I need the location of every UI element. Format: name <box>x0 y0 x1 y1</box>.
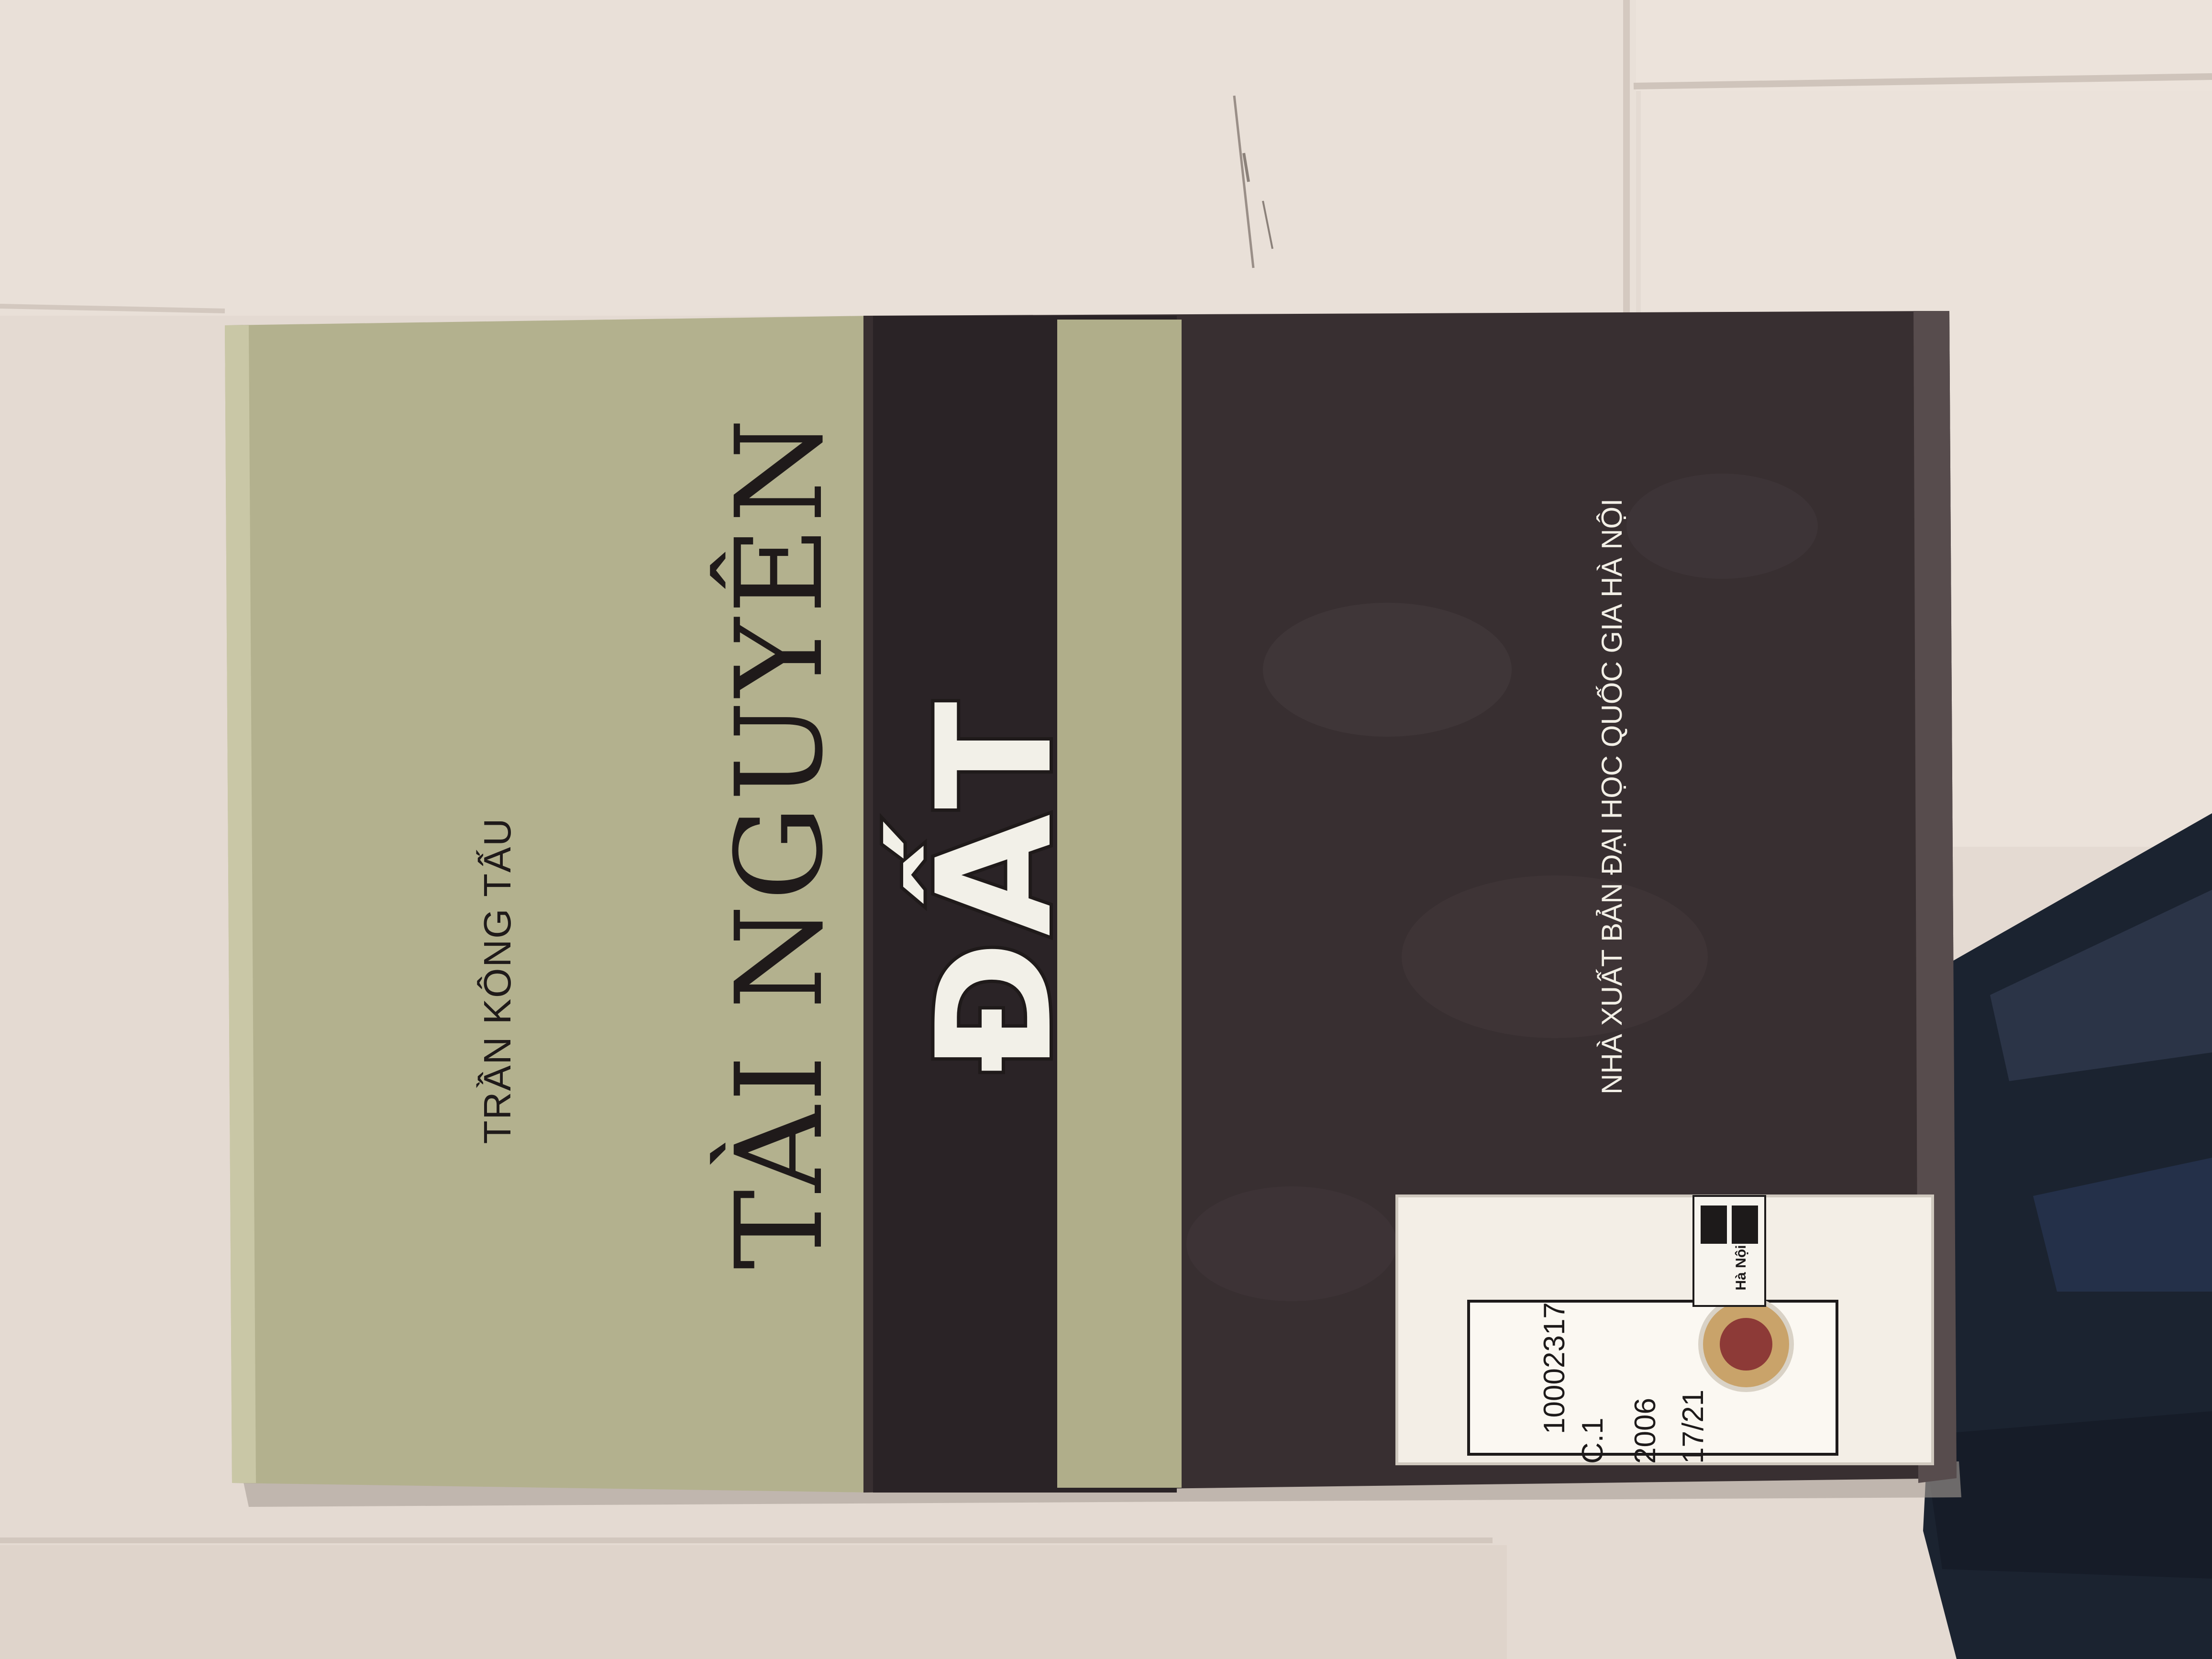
library-copy: C.1 <box>1576 1417 1609 1464</box>
publisher-logo-text: Hà Nội <box>1733 1245 1749 1291</box>
library-call-number: 17/21 <box>1677 1389 1710 1464</box>
book-publisher: NHÀ XUẤT BẢN ĐẠI HỌC QUỐC GIA HÀ NỘI <box>1596 498 1628 1095</box>
library-year: 2006 <box>1629 1398 1662 1464</box>
library-barcode: 10002317 <box>1538 1302 1571 1434</box>
library-sticker <box>1397 1196 1933 1464</box>
book-title-line2: ĐẤT <box>903 697 1087 1073</box>
book-author: TRẦN KÔNG TẤU <box>476 817 519 1144</box>
book-title-line1: TÀI NGUYÊN <box>710 414 849 1270</box>
